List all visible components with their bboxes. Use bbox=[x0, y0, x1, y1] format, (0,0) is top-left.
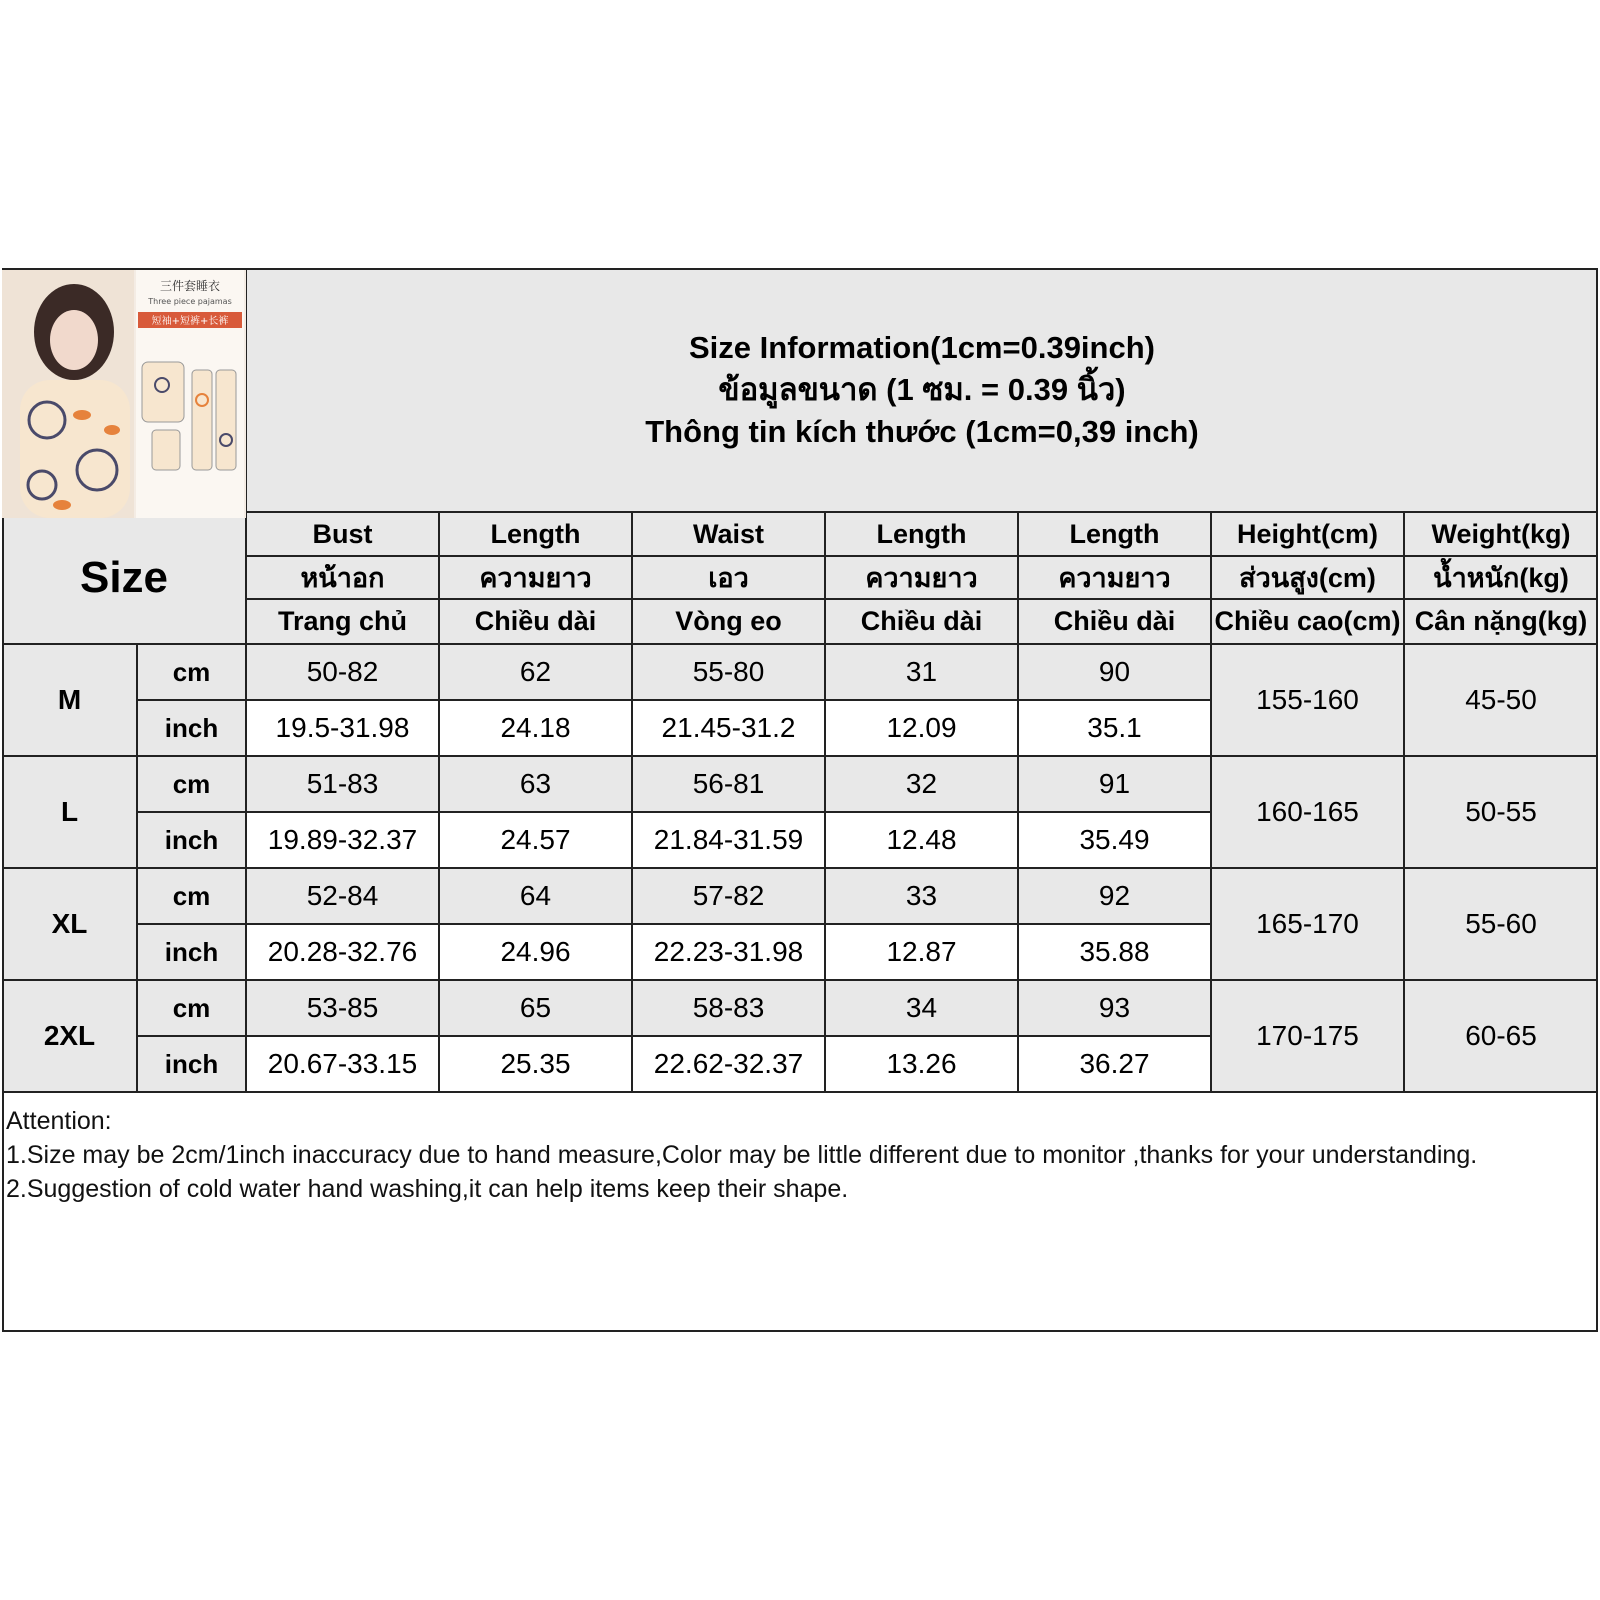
column-header-vi: Vòng eo bbox=[632, 599, 825, 644]
column-header-vi: Chiều cao(cm) bbox=[1211, 599, 1404, 644]
thumbnail-label-tag: 短袖+短裤+长裤 bbox=[151, 316, 229, 327]
column-header-en: Length bbox=[825, 512, 1018, 556]
inch-value: 12.09 bbox=[825, 700, 1018, 756]
size-header: Size bbox=[2, 512, 246, 644]
column-header-th: ความยาว bbox=[1018, 556, 1211, 599]
weight-value: 45-50 bbox=[1404, 644, 1598, 756]
column-header-en: Waist bbox=[632, 512, 825, 556]
unit-label-cm: cm bbox=[137, 980, 246, 1036]
column-header-en: Bust bbox=[246, 512, 439, 556]
border-bottom bbox=[2, 1330, 1598, 1332]
divider bbox=[137, 699, 1211, 701]
divider bbox=[1017, 512, 1019, 1092]
divider bbox=[2, 1091, 1598, 1093]
inch-value: 22.62-32.37 bbox=[632, 1036, 825, 1092]
inch-value: 35.1 bbox=[1018, 700, 1211, 756]
cm-value: 32 bbox=[825, 756, 1018, 812]
column-header-vi: Chiều dài bbox=[825, 599, 1018, 644]
title-line-1: Size Information(1cm=0.39inch) bbox=[689, 330, 1155, 365]
title-line-2: ข้อมูลขนาด (1 ซม. = 0.39 นิ้ว) bbox=[718, 372, 1126, 407]
divider bbox=[2, 979, 1598, 981]
cm-value: 92 bbox=[1018, 868, 1211, 924]
column-header-th: ส่วนสูง(cm) bbox=[1211, 556, 1404, 599]
inch-value: 24.18 bbox=[439, 700, 632, 756]
divider bbox=[1210, 512, 1212, 1092]
inch-value: 21.45-31.2 bbox=[632, 700, 825, 756]
height-value: 165-170 bbox=[1211, 868, 1404, 980]
unit-label-inch: inch bbox=[137, 700, 246, 756]
divider bbox=[1403, 512, 1405, 1092]
column-header-vi: Trang chủ bbox=[246, 599, 439, 644]
column-header-th: หน้าอก bbox=[246, 556, 439, 599]
inch-value: 20.67-33.15 bbox=[246, 1036, 439, 1092]
inch-value: 35.49 bbox=[1018, 812, 1211, 868]
thumbnail-label-cn: 三件套睡衣 bbox=[159, 279, 221, 293]
cm-value: 55-80 bbox=[632, 644, 825, 700]
column-header-vi: Cân nặng(kg) bbox=[1404, 599, 1598, 644]
weight-value: 50-55 bbox=[1404, 756, 1598, 868]
cm-value: 33 bbox=[825, 868, 1018, 924]
cm-value: 91 bbox=[1018, 756, 1211, 812]
column-header-th: ความยาว bbox=[825, 556, 1018, 599]
divider bbox=[2, 643, 1598, 645]
cm-value: 31 bbox=[825, 644, 1018, 700]
cm-value: 58-83 bbox=[632, 980, 825, 1036]
divider bbox=[245, 512, 247, 1092]
column-header-vi: Chiều dài bbox=[1018, 599, 1211, 644]
cm-value: 34 bbox=[825, 980, 1018, 1036]
inch-value: 12.87 bbox=[825, 924, 1018, 980]
attention-line-2: 2.Suggestion of cold water hand washing,it can help items keep their shape. bbox=[6, 1175, 849, 1203]
size-label: M bbox=[2, 644, 137, 756]
column-header-en: Height(cm) bbox=[1211, 512, 1404, 556]
divider bbox=[246, 555, 1598, 557]
column-header-th: ความยาว bbox=[439, 556, 632, 599]
cm-value: 51-83 bbox=[246, 756, 439, 812]
column-header-en: Length bbox=[1018, 512, 1211, 556]
weight-value: 55-60 bbox=[1404, 868, 1598, 980]
divider bbox=[438, 512, 440, 1092]
divider bbox=[2, 755, 1598, 757]
product-thumbnail-image bbox=[2, 270, 246, 518]
cm-value: 53-85 bbox=[246, 980, 439, 1036]
divider bbox=[246, 598, 1598, 600]
divider bbox=[824, 512, 826, 1092]
column-header-en: Weight(kg) bbox=[1404, 512, 1598, 556]
inch-value: 13.26 bbox=[825, 1036, 1018, 1092]
inch-value: 21.84-31.59 bbox=[632, 812, 825, 868]
attention-line-1: 1.Size may be 2cm/1inch inaccuracy due to hand measure,Color may be little different due to monitor ,thanks for your understanding. bbox=[6, 1141, 1478, 1169]
cm-value: 64 bbox=[439, 868, 632, 924]
inch-value: 36.27 bbox=[1018, 1036, 1211, 1092]
column-header-vi: Chiều dài bbox=[439, 599, 632, 644]
product-thumbnail bbox=[2, 270, 246, 518]
inch-value: 25.35 bbox=[439, 1036, 632, 1092]
size-label: XL bbox=[2, 868, 137, 980]
unit-label-inch: inch bbox=[137, 1036, 246, 1092]
inch-value: 24.57 bbox=[439, 812, 632, 868]
unit-label-cm: cm bbox=[137, 868, 246, 924]
height-value: 155-160 bbox=[1211, 644, 1404, 756]
attention-heading: Attention: bbox=[6, 1107, 112, 1135]
unit-label-cm: cm bbox=[137, 644, 246, 700]
cm-value: 65 bbox=[439, 980, 632, 1036]
cm-value: 50-82 bbox=[246, 644, 439, 700]
cm-value: 57-82 bbox=[632, 868, 825, 924]
column-header-th: น้ำหนัก(kg) bbox=[1404, 556, 1598, 599]
inch-value: 22.23-31.98 bbox=[632, 924, 825, 980]
size-information-title bbox=[246, 268, 1598, 512]
divider bbox=[2, 867, 1598, 869]
column-header-en: Length bbox=[439, 512, 632, 556]
unit-label-cm: cm bbox=[137, 756, 246, 812]
height-value: 160-165 bbox=[1211, 756, 1404, 868]
attention-notes bbox=[6, 1104, 1477, 1206]
cm-value: 90 bbox=[1018, 644, 1211, 700]
divider bbox=[631, 512, 633, 1092]
size-label: 2XL bbox=[2, 980, 137, 1092]
cm-value: 52-84 bbox=[246, 868, 439, 924]
thumbnail-label-en: Three piece pajamas bbox=[148, 297, 232, 306]
column-header-th: เอว bbox=[632, 556, 825, 599]
height-value: 170-175 bbox=[1211, 980, 1404, 1092]
cm-value: 62 bbox=[439, 644, 632, 700]
divider bbox=[137, 1035, 1211, 1037]
border-right bbox=[1596, 268, 1598, 1332]
inch-value: 20.28-32.76 bbox=[246, 924, 439, 980]
divider bbox=[137, 923, 1211, 925]
title-line-3: Thông tin kích thước (1cm=0,39 inch) bbox=[645, 414, 1199, 449]
unit-label-inch: inch bbox=[137, 924, 246, 980]
inch-value: 35.88 bbox=[1018, 924, 1211, 980]
divider bbox=[137, 811, 1211, 813]
inch-value: 24.96 bbox=[439, 924, 632, 980]
inch-value: 19.5-31.98 bbox=[246, 700, 439, 756]
cm-value: 56-81 bbox=[632, 756, 825, 812]
inch-value: 19.89-32.37 bbox=[246, 812, 439, 868]
size-label: L bbox=[2, 756, 137, 868]
unit-label-inch: inch bbox=[137, 812, 246, 868]
cm-value: 93 bbox=[1018, 980, 1211, 1036]
weight-value: 60-65 bbox=[1404, 980, 1598, 1092]
inch-value: 12.48 bbox=[825, 812, 1018, 868]
cm-value: 63 bbox=[439, 756, 632, 812]
